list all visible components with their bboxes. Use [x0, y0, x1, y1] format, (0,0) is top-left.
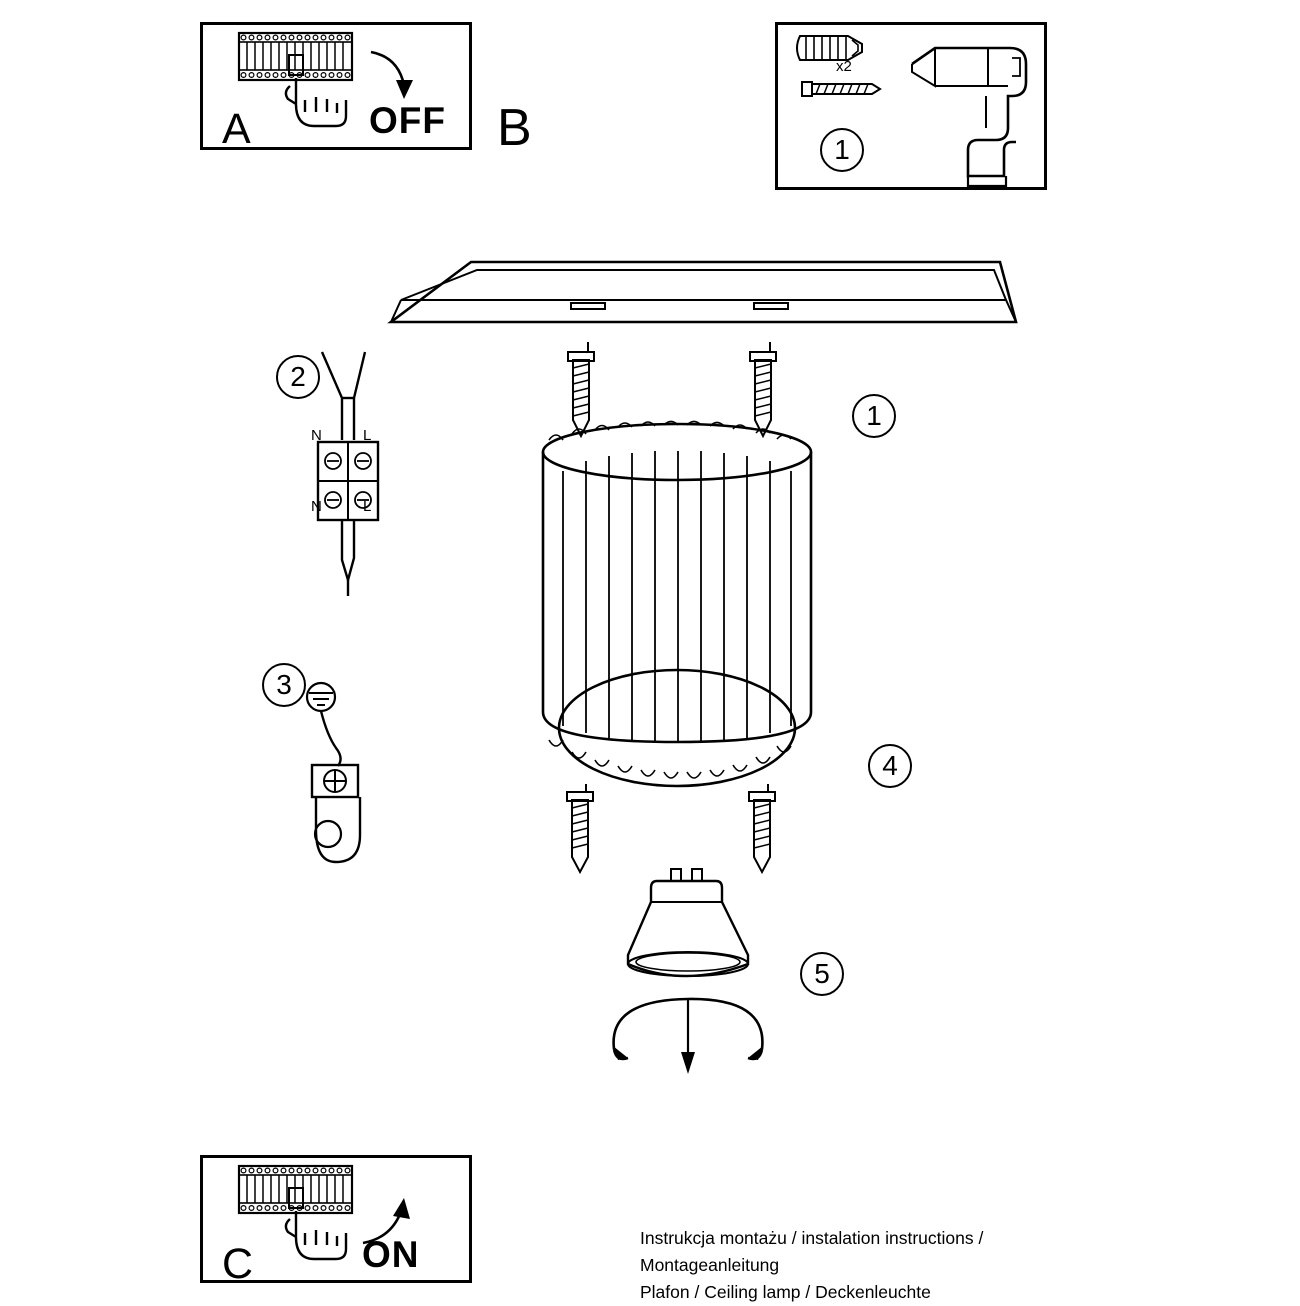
spring-clip	[613, 999, 763, 1074]
mounting-screw-upper-left	[568, 342, 594, 436]
mounting-screw-lower-left	[567, 784, 593, 872]
quantity-label: x2	[836, 58, 852, 75]
earth-symbol	[307, 683, 335, 711]
step-badge-3: 3	[262, 663, 306, 707]
caption-line-2: Plafon / Ceiling lamp / Deckenleuchte	[640, 1282, 931, 1303]
step-badge-1-tools: 1	[820, 128, 864, 172]
drill-icon	[912, 48, 1026, 186]
step-badge-2: 2	[276, 355, 320, 399]
lamp-shade-body	[543, 422, 811, 787]
arrow-down-off	[371, 52, 413, 99]
terminal-label-l-bottom: L	[363, 498, 372, 515]
ceiling-mount-plate	[391, 262, 1016, 322]
screw-icon	[802, 82, 880, 96]
terminal-block-on	[239, 1166, 410, 1259]
mounting-screw-lower-right	[749, 784, 775, 872]
wire-terminal-connection	[318, 352, 378, 596]
earth-connection	[307, 683, 360, 862]
step-badge-1: 1	[852, 394, 896, 438]
terminal-label-n-bottom: N	[311, 498, 322, 515]
frame-letter-a: A	[222, 105, 251, 153]
step-badge-4: 4	[868, 744, 912, 788]
hand-icon	[286, 78, 346, 126]
hand-icon-on	[286, 1211, 346, 1259]
caption-line-1: Instrukcja montażu / instalation instructions / Montageanleitung	[640, 1228, 984, 1276]
arrow-up-on	[363, 1198, 410, 1243]
gu10-bulb	[628, 869, 748, 976]
terminal-label-n-top: N	[311, 427, 322, 444]
frame-letter-b: B	[497, 99, 532, 157]
wall-plug-icon	[797, 36, 862, 60]
terminal-label-l-top: L	[363, 427, 372, 444]
terminal-block-off	[239, 33, 413, 126]
frame-letter-c: C	[222, 1240, 254, 1288]
step-badge-5: 5	[800, 952, 844, 996]
label-on: ON	[362, 1234, 420, 1275]
mounting-screw-upper-right	[750, 342, 776, 436]
label-off: OFF	[369, 100, 446, 141]
